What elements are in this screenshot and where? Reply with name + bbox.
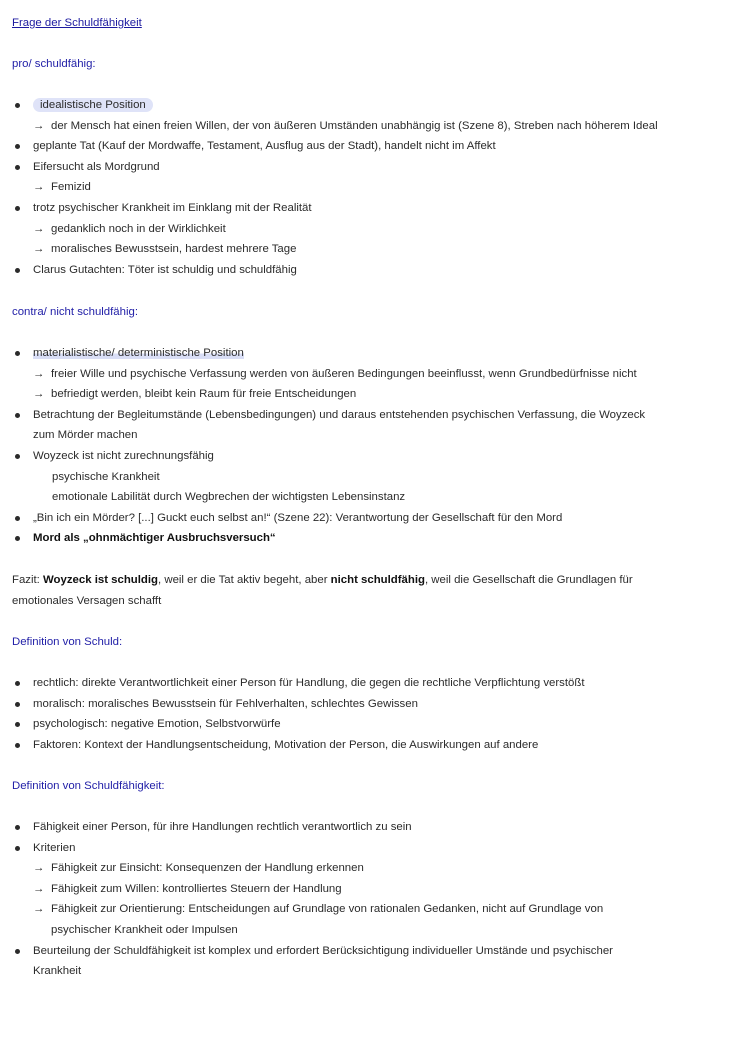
list-subitem: emotionale Labilität durch Wegbrechen der wichtigsten Lebensinstanz — [52, 491, 406, 504]
list-item: Woyzeck ist nicht zurechnungsfähig — [12, 446, 742, 467]
fazit-line-2: emotionales Versagen schafft — [12, 594, 162, 607]
list-subitem — [12, 899, 742, 920]
pro-list — [12, 95, 742, 280]
schuld-heading: Definition von Schuld: — [12, 636, 123, 648]
list-subitem: psychische Krankheit — [52, 470, 160, 483]
arrow-icon: → — [33, 903, 45, 916]
page-title: Frage der Schuldfähigkeit — [12, 17, 142, 29]
list-subitem-text: Fähigkeit zum Willen: kontrolliertes Steuern der Handlung — [51, 882, 342, 895]
list-item — [12, 528, 742, 549]
list-subitem — [12, 177, 742, 198]
list-item: Eifersucht als Mordgrund — [12, 157, 742, 178]
faehigkeit-heading: Definition von Schuldfähigkeit: — [12, 780, 165, 792]
highlighted-text: idealistische Position — [33, 98, 153, 112]
list-subitem-text: Fähigkeit zur Orientierung: Entscheidungen auf Grundlage von rationalen Gedanken, nicht auf Grundlage von — [51, 903, 604, 916]
fazit-paragraph — [12, 570, 742, 611]
contra-list — [12, 343, 742, 549]
highlighted-text: materialistische/ deterministische Position — [33, 347, 244, 359]
list-subitem-text: gedanklich noch in der Wirklichkeit — [51, 222, 226, 235]
list-item: Clarus Gutachten: Töter ist schuldig und schuldfähig — [12, 260, 742, 281]
list-item: moralisch: moralisches Bewusstsein für Fehlverhalten, schlechtes Gewissen — [12, 694, 742, 715]
schuld-list — [12, 673, 742, 755]
list-subitem-text: Femizid — [51, 181, 91, 194]
arrow-icon: → — [33, 243, 45, 256]
faehigkeit-list — [12, 817, 742, 982]
list-subitem-text: moralisches Bewusstsein, hardest mehrere Tage — [51, 243, 297, 256]
list-subitem — [12, 116, 742, 137]
contra-section — [12, 302, 742, 323]
list-subitem-text: befriedigt werden, bleibt kein Raum für freie Entscheidungen — [51, 388, 357, 401]
list-item: Faktoren: Kontext der Handlungsentscheidung, Motivation der Person, die Auswirkungen auf andere — [12, 735, 742, 756]
list-subitem — [12, 858, 742, 879]
arrow-icon: → — [33, 882, 45, 895]
schuld-section — [12, 632, 742, 653]
arrow-icon: → — [33, 119, 45, 132]
list-item: psychologisch: negative Emotion, Selbstvorwürfe — [12, 714, 742, 735]
fazit-prefix: Fazit: — [12, 574, 44, 586]
list-subitem-text: Fähigkeit zur Einsicht: Konsequenzen der Handlung erkennen — [51, 862, 364, 875]
bold-text: Mord als „ohnmächtiger Ausbruchsversuch“ — [33, 532, 276, 545]
list-subitem-text: freier Wille und psychische Verfassung werden von äußeren Bedingungen beeinflusst, wenn Grundbedürfnisse nicht — [51, 367, 637, 380]
arrow-icon: → — [33, 862, 45, 875]
pro-heading: pro/ schuldfähig: — [12, 58, 96, 70]
list-subitem — [12, 219, 742, 240]
fazit-bold-2: nicht schuldfähig — [330, 574, 425, 586]
title-block — [12, 13, 742, 34]
arrow-icon: → — [33, 367, 45, 380]
list-item: Kriterien — [12, 838, 742, 859]
list-subitem — [12, 364, 742, 385]
list-subitem — [12, 879, 742, 900]
list-item: rechtlich: direkte Verantwortlichkeit einer Person für Handlung, die gegen die rechtliche Verpflichtung verstößt — [12, 673, 742, 694]
contra-heading: contra/ nicht schuldfähig: — [12, 306, 139, 318]
list-item: geplante Tat (Kauf der Mordwaffe, Testament, Ausflug aus der Stadt), handelt nicht im Affekt — [12, 136, 742, 157]
list-item — [12, 343, 742, 364]
fazit-mid: , weil er die Tat aktiv begeht, aber — [158, 574, 331, 586]
list-subitem-continuation: psychischer Krankheit oder Impulsen — [51, 923, 238, 936]
pro-section — [12, 54, 742, 75]
list-item-continuation: Krankheit — [33, 965, 82, 978]
fazit-bold-1: Woyzeck ist schuldig — [43, 574, 159, 586]
list-item: Fähigkeit einer Person, für ihre Handlungen rechtlich verantwortlich zu sein — [12, 817, 742, 838]
faehigkeit-section — [12, 776, 742, 797]
list-item-continuation: zum Mörder machen — [33, 429, 138, 442]
arrow-icon: → — [33, 222, 45, 235]
list-item: Betrachtung der Begleitumstände (Lebensbedingungen) und daraus entstehenden psychischen Verfassung, die Woyzeck — [12, 405, 742, 426]
fazit-suffix: , weil die Gesellschaft die Grundlagen für — [424, 574, 633, 586]
arrow-icon: → — [33, 181, 45, 194]
list-subitem — [12, 384, 742, 405]
list-subitem — [12, 239, 742, 260]
list-subitem-text: der Mensch hat einen freien Willen, der von äußeren Umständen unabhängig ist (Szene 8), Streben nach höherem Ideal — [51, 119, 658, 132]
arrow-icon: → — [33, 388, 45, 401]
list-item — [12, 95, 742, 116]
list-item: „Bin ich ein Mörder? [...] Guckt euch selbst an!“ (Szene 22): Verantwortung der Gesellschaft für den Mord — [12, 508, 742, 529]
fazit-line — [12, 570, 742, 591]
list-item: trotz psychischer Krankheit im Einklang mit der Realität — [12, 198, 742, 219]
list-item: Beurteilung der Schuldfähigkeit ist komplex und erfordert Berücksichtigung individueller Umstände und psychischer — [12, 941, 742, 962]
